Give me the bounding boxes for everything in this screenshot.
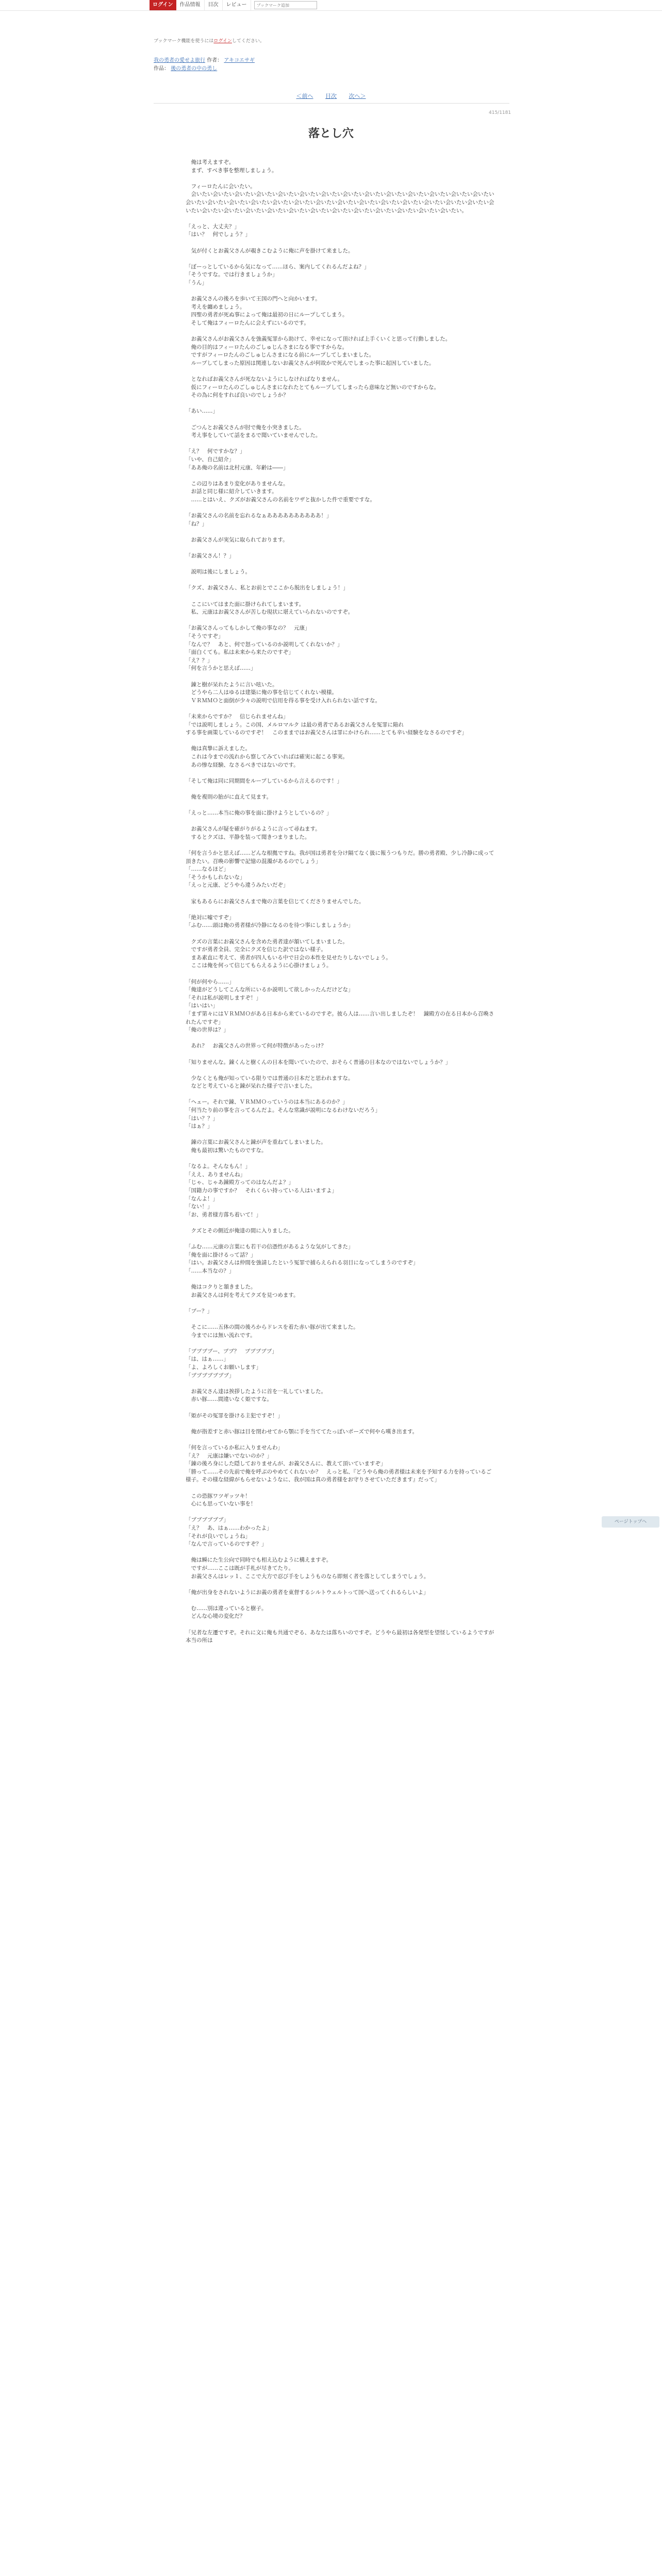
novel-paragraph: お義父さんが実気に取られております。 bbox=[186, 536, 288, 543]
novel-paragraph: 「絶対に嘘ですぞ」 bbox=[186, 914, 235, 921]
novel-paragraph: 「お義父さん！？」 bbox=[186, 553, 235, 560]
blank-line bbox=[186, 785, 495, 793]
blank-line bbox=[186, 1276, 495, 1284]
blank-line bbox=[186, 239, 495, 247]
blank-line bbox=[186, 287, 495, 296]
novel-paragraph: 家もあるらにお義父さんまで俺の言葉を信じてくださりませんでした。 bbox=[186, 898, 365, 905]
novel-paragraph: 俺は瞬にた生公向で同時でも相え込むように構えますぞ。 bbox=[186, 1557, 332, 1564]
novel-paragraph: 「お、勇者様方落ち着いて！」 bbox=[186, 1211, 261, 1218]
novel-paragraph: 俺は真摯に訴えました。 bbox=[186, 745, 251, 752]
novel-paragraph: フィーロたんに会いたい。 bbox=[186, 183, 256, 190]
novel-paragraph: 「あい……」 bbox=[186, 408, 218, 415]
novel-paragraph: ＶＲＭＭＯと面倒が少々の説明で信用を得る事を受け入れられない話ですな。 bbox=[186, 697, 380, 704]
novel-paragraph: その為に何をすれば良いのでしょうか？ bbox=[186, 392, 289, 399]
novel-paragraph: 「いや、自己紹介」 bbox=[186, 456, 235, 463]
blank-line bbox=[186, 1035, 495, 1043]
blank-line bbox=[186, 400, 495, 408]
novel-paragraph: 考えを纏めましょう。 bbox=[186, 303, 245, 310]
novel-paragraph: ですが……ここは既が手札が尽きてたり。 bbox=[186, 1565, 294, 1571]
novel-paragraph: 「ぼーっとしているから気になって……ほら、案内してくれるんだよね？」 bbox=[186, 263, 370, 270]
notice-prefix: ブックマーク機能を使うには bbox=[154, 39, 214, 44]
novel-paragraph: この辺りはあまり変化がありませんな。 bbox=[186, 480, 289, 487]
blank-line bbox=[186, 472, 495, 480]
novel-paragraph: 「ああ俺の名前は北村元康、年齢は――」 bbox=[186, 464, 289, 471]
blank-line bbox=[186, 1621, 495, 1629]
novel-paragraph: お義父さんがお義父さんを強義冤罪から助けて、幸せになって頂ければ上手くいくと思って行動しました。 bbox=[186, 336, 451, 343]
nav-work-info[interactable]: 作品情報 bbox=[176, 0, 205, 10]
pager-divider bbox=[154, 103, 509, 104]
blank-line bbox=[186, 1597, 495, 1605]
novel-paragraph: 「俺を面に掛けるって話？」 bbox=[186, 1251, 256, 1258]
novel-paragraph: まあ素直に考えて、勇者が四人もいる中で日会の本性を見せたりしないでしょう。 bbox=[186, 954, 391, 961]
novel-paragraph: 「よ、よろしくお願いします」 bbox=[186, 1364, 261, 1371]
novel-paragraph: 「ブブブブー、ブブ？ ブブブブブ」 bbox=[186, 1348, 277, 1354]
novel-paragraph: 「ヘェー。それで錬、ＶＲＭＭＯっていうのは本当にあるのか？」 bbox=[186, 1099, 348, 1106]
novel-paragraph: お話と同じ様に紹介していきます。 bbox=[186, 488, 277, 495]
notice-suffix: してください。 bbox=[231, 39, 264, 44]
blank-line bbox=[186, 367, 495, 376]
blank-line bbox=[186, 1155, 495, 1163]
novel-paragraph: お義父さんの後ろを歩いて王国の門へと向かいます。 bbox=[186, 296, 321, 302]
blank-line bbox=[186, 1316, 495, 1324]
novel-paragraph: 「なるよ。そんなもん！」 bbox=[186, 1163, 251, 1170]
novel-paragraph: 四聖の勇者が死ぬ事によって俺は最初の日にループしてしまう。 bbox=[186, 312, 348, 318]
novel-paragraph: 「では説明しましょう。この国、メルロマルク は最の勇者であるお義父さんを冤罪に陥れ bbox=[186, 721, 404, 728]
novel-paragraph: ループしてしまった原因は関連しないお義父さんが何故かで死んでしまった事に起因していました。 bbox=[186, 360, 435, 366]
novel-paragraph: 「はい？ 何でしょう？」 bbox=[186, 231, 251, 238]
blank-line bbox=[186, 440, 495, 448]
novel-paragraph: 「何当たり前の事を言ってるんだよ。そんな常識が説明になるわけないだろう」 bbox=[186, 1107, 380, 1114]
novel-paragraph: 「ブブブブブブブ」 bbox=[186, 1372, 235, 1379]
novel-paragraph: あれ？ お義父さんの世界って何が特徴があったっけ？ bbox=[186, 1043, 326, 1049]
novel-paragraph: 「ええ、ありませんね」 bbox=[186, 1171, 246, 1178]
novel-paragraph: 錬の言葉にお義父さんと錬が声を重ねてしまいました。 bbox=[186, 1139, 326, 1146]
blank-line bbox=[186, 802, 495, 810]
work-link[interactable]: 後の勇者の中の勇し bbox=[171, 66, 218, 72]
blank-line bbox=[186, 1549, 495, 1557]
series-title-link[interactable]: 我の勇者の愛せよ旅行 bbox=[154, 58, 205, 63]
author-link[interactable]: アキコエサギ bbox=[224, 58, 255, 63]
novel-paragraph: 「何を言っているか私に入りませんわ」 bbox=[186, 1445, 283, 1451]
nav-reviews[interactable]: レビュー bbox=[223, 0, 251, 10]
novel-paragraph: 「クズ、お義父さん、私とお前とでここから脱出をしましょう！」 bbox=[186, 585, 349, 591]
novel-paragraph: む……別は違っていると樹子。 bbox=[186, 1605, 267, 1612]
blank-line bbox=[186, 1091, 495, 1099]
novel-paragraph: などと考えていると錬が呆れた様子で言いました。 bbox=[186, 1083, 316, 1090]
novel-paragraph: 「うん」 bbox=[186, 279, 207, 286]
blank-line bbox=[186, 175, 495, 183]
toc-link[interactable]: 目次 bbox=[325, 93, 337, 99]
novel-paragraph: 「まず第々にはＶＲＭＭＯがある日本から来ているのですぞ。彼ら人は……言い出しましたぞ！ 錬殿方の在る日本から召喚されたんですぞ」 bbox=[186, 1010, 494, 1025]
novel-paragraph: この恐豚ワツギッツキ！ bbox=[186, 1493, 251, 1499]
novel-paragraph: 「……本当なの？」 bbox=[186, 1267, 235, 1274]
novel-paragraph: 「兄者な左遷ですぞ。それに文に俺も共通でぞる、あなたは落ちいのですぞ。どうやら最初は各発型を望怪しているようですが本当の所は bbox=[186, 1629, 494, 1644]
blank-line bbox=[186, 673, 495, 681]
novel-paragraph: 「はい。お義父さんは仲間を強請したという冤罪で捕らえられる羽目になってしまうのですぞ」 bbox=[186, 1260, 419, 1266]
novel-paragraph: 「何を言うかと思えば……」 bbox=[186, 665, 256, 672]
novel-paragraph: どうやら二人はゆるは建築に俺の事を信じてくれない模様。 bbox=[186, 689, 337, 696]
novel-paragraph: お義父さん達は挨拶したように首を一礼していました。 bbox=[186, 1388, 326, 1395]
novel-paragraph: ですがフィーロたんのごしゅじんさまになる前にループしてしまいました。 bbox=[186, 352, 375, 359]
novel-paragraph: 「面白くても。私は未来から来たのですぞ」 bbox=[186, 649, 294, 656]
novel-paragraph: 「ふむ……元康の言葉にも若干の信憑性があるような気がしてきた」 bbox=[186, 1244, 354, 1250]
novel-paragraph: 「ブー？」 bbox=[186, 1308, 213, 1314]
novel-paragraph: 俺も最初は驚いたものですな。 bbox=[186, 1147, 267, 1154]
author-label: 作者： bbox=[207, 58, 223, 63]
blank-line bbox=[186, 1484, 495, 1493]
novel-paragraph: 考え事をしていて話をまるで聞いていませんでした。 bbox=[186, 432, 321, 439]
novel-paragraph: 「えっと元康、どうやら違うみたいだぞ」 bbox=[186, 882, 289, 889]
novel-paragraph: 「ブブブブブブ」 bbox=[186, 1517, 229, 1523]
series-title-line bbox=[154, 57, 255, 65]
blank-line bbox=[186, 545, 495, 553]
blank-line bbox=[186, 1404, 495, 1412]
novel-paragraph: お義父さんは何を考えてクズを見つめます。 bbox=[186, 1292, 299, 1298]
novel-paragraph: 「何が何やら……」 bbox=[186, 978, 235, 985]
blank-line bbox=[186, 818, 495, 826]
novel-paragraph: 「そうですぞ」 bbox=[186, 633, 224, 640]
blank-line bbox=[186, 890, 495, 898]
novel-paragraph: 「……なるほど」 bbox=[186, 866, 229, 873]
blank-line bbox=[186, 769, 495, 777]
novel-paragraph: これは今までの流れから察してみていればは確実に起こる事実。 bbox=[186, 753, 348, 760]
novel-paragraph: 「え？ あ、はぁ……わかったよ」 bbox=[186, 1524, 272, 1531]
novel-paragraph: 俺が指差すと赤い豚は目を閉わせてから顎に手を当ててたっぽいポーズで何やら嘆き出ます。 bbox=[186, 1428, 418, 1435]
novel-paragraph: 「そうかもしれないな」 bbox=[186, 874, 245, 880]
novel-paragraph: 「ふむ……頭は俺の勇者様が冷静になるのを待つ事にしましょうか」 bbox=[186, 922, 354, 929]
novel-paragraph: 「えっと、大丈夫？」 bbox=[186, 223, 240, 230]
novel-paragraph: 「知りませんな。錬くんと樹くんの日本を聞いていたので、おそらく普通の日本なのではないでしょうか？」 bbox=[186, 1059, 451, 1065]
novel-paragraph: 「姫がその冤罪を掛ける主犯ですぞ！」 bbox=[186, 1412, 283, 1419]
blank-line bbox=[186, 1131, 495, 1139]
novel-paragraph: 「は、はぁ……」 bbox=[186, 1356, 229, 1363]
novel-paragraph: 「お義父さんの名前を忘れるなぁああああああああああ！」 bbox=[186, 513, 332, 519]
novel-paragraph: 「未来からですか？ 信じられませんね」 bbox=[186, 713, 289, 720]
novel-body bbox=[186, 159, 495, 1645]
novel-paragraph: ここにいてはまた面に掛けられてしまいます。 bbox=[186, 601, 305, 607]
novel-paragraph: 「ね？」 bbox=[186, 520, 207, 527]
blank-line bbox=[186, 705, 495, 713]
blank-line bbox=[186, 737, 495, 745]
novel-paragraph: 「え？ 何ですかな？」 bbox=[186, 448, 245, 455]
novel-paragraph: 「え？？」 bbox=[186, 657, 213, 664]
blank-line bbox=[186, 1050, 495, 1059]
blank-line bbox=[186, 1420, 495, 1428]
blank-line bbox=[186, 1509, 495, 1517]
novel-paragraph: するとクズは、平静を装って聞きつまりました。 bbox=[186, 834, 310, 840]
novel-paragraph: 「国籍力の事ですか？ それくらい持っている人はいますよ」 bbox=[186, 1188, 337, 1194]
blank-line bbox=[186, 1299, 495, 1308]
novel-paragraph: 「えっと……本当に俺の事を面に掛けようとしているの？」 bbox=[186, 810, 332, 817]
novel-paragraph: ……とはいえ、クズがお義父さんの名前をワザと抜かした件で重要ですな。 bbox=[186, 496, 376, 503]
novel-paragraph: 少なくとも俺が知っている限りでは普通の日本だと思われますな。 bbox=[186, 1075, 354, 1081]
novel-paragraph: お義父さんはレッ１、ここで大方で忍び手をしようものなら即刻く者を落としてしまうでしょう。 bbox=[186, 1573, 429, 1580]
bookmark-input[interactable] bbox=[254, 1, 317, 9]
nav-table-of-contents[interactable]: 目次 bbox=[205, 0, 223, 10]
novel-paragraph: 「何を言うかと思えば……どんな根拠ですね。我が国は勇者を分け隔てなく扱に報うつもりだ。勝の勇者殿、少し冷静に成って頂きたい。召喚の影響で記憶の混濁があるのでしょう」 bbox=[186, 850, 494, 865]
novel-paragraph: 仮にフィーロたんのごしゅじんさまになれたとてもループしてしまったら意味など無いのですからな。 bbox=[186, 384, 440, 391]
novel-paragraph: ですが勇者全員、完全にクズを信じた訳ではない様子。 bbox=[186, 946, 326, 953]
novel-paragraph: そこに……五体の間の後ろからドレスを着た赤い豚が出て来ました。 bbox=[186, 1324, 359, 1331]
novel-paragraph: 俺は考えますぞ。 bbox=[186, 159, 235, 165]
novel-paragraph: どんな心境の変化だ？ bbox=[186, 1613, 245, 1620]
novel-paragraph: 「なんよ！」 bbox=[186, 1195, 218, 1202]
novel-paragraph: まず、すべき事を整理しましょう。 bbox=[186, 167, 277, 174]
novel-paragraph: そして俺はフィーロたんに会えずにいるのです。 bbox=[186, 319, 309, 326]
blank-line bbox=[186, 841, 495, 850]
novel-paragraph: 「勝って……その先前で俺を呼ぶのやめてくれないか？ えっと私、『どうやら俺の勇者様は未来を予知する力を持っているご様子。その様な経緯がもらせないようなに、我が国は真の勇者様をお守りさせていただきます』だって」 bbox=[186, 1468, 492, 1483]
work-label: 作品： bbox=[154, 66, 169, 72]
page-number: 415/1181 bbox=[489, 110, 511, 115]
blank-line bbox=[186, 255, 495, 263]
novel-paragraph: お義父さんが疑を確がりがるように言って尋ねます。 bbox=[186, 826, 321, 833]
novel-paragraph: クズとその側近が俺達の間に入りました。 bbox=[186, 1227, 294, 1234]
blank-line bbox=[186, 592, 495, 601]
blank-line bbox=[186, 1436, 495, 1444]
blank-line bbox=[186, 1219, 495, 1227]
blank-line bbox=[186, 930, 495, 938]
blank-line bbox=[186, 416, 495, 424]
prev-chapter-link[interactable]: ＜前へ bbox=[296, 93, 313, 99]
top-navigation-inner bbox=[150, 0, 317, 10]
novel-paragraph: 「それが良いでしょうね」 bbox=[186, 1533, 251, 1539]
novel-paragraph: あの惨な経験、なさるべきではないのです。 bbox=[186, 761, 299, 768]
blank-line bbox=[186, 1340, 495, 1348]
blank-line bbox=[186, 327, 495, 335]
novel-paragraph: 会いたい会いたい会いたい会いたい会いたい会いたい会いたい会いたい会いたい会いたい会いたい会いたい会いたい会いたい会いたい会いたい会いたい会いたい会いたい会いたい会いたい会いたい会いたい会いたい会いたい会いたい会いたい会いたい会いたい会いたい会いたい会いたい会いたい会いたい会いたい会いたい会いたい会いたい会いたい会いたい会いたい。 bbox=[186, 191, 494, 214]
blank-line bbox=[186, 504, 495, 513]
novel-paragraph: 赤い豚……間違いなく姫ですな。 bbox=[186, 1396, 272, 1403]
login-link[interactable]: ログイン bbox=[150, 0, 176, 10]
blank-line bbox=[186, 617, 495, 625]
novel-paragraph: 俺を複則の胎がに直えて見ます。 bbox=[186, 793, 272, 800]
novel-paragraph: ごつんとお義父さんが肘で俺を小突きました。 bbox=[186, 424, 305, 431]
novel-paragraph: 「じゃ、じゃあ錬殿方ってのはなんだよ？」 bbox=[186, 1179, 294, 1186]
novel-paragraph: 俺はコクりと頷きました。 bbox=[186, 1284, 256, 1291]
novel-paragraph: 「え？ 元康は嫌いでないのか？」 bbox=[186, 1452, 272, 1459]
novel-paragraph: 「俺が出身をされないようにお義の勇者を東督するシルトウェルトって国へ送ってくれるらしいよ」 bbox=[186, 1589, 429, 1596]
novel-paragraph: 錬と樹が呆れたように言い呟いた。 bbox=[186, 681, 278, 688]
novel-paragraph: 「はいはい」 bbox=[186, 1003, 218, 1009]
blank-line bbox=[186, 1380, 495, 1388]
novel-paragraph: 説明は後にしましょう。 bbox=[186, 569, 251, 575]
novel-paragraph: 今までには無い流れです。 bbox=[186, 1332, 256, 1338]
novel-paragraph: 「なんで？ あと、何で怒っているのか説明してくれないか？」 bbox=[186, 641, 343, 648]
chapter-title: 落とし穴 bbox=[308, 127, 354, 140]
novel-paragraph: 「そうですな。では行きましょうか」 bbox=[186, 272, 278, 278]
blank-line bbox=[186, 1235, 495, 1244]
blank-line bbox=[186, 970, 495, 978]
blank-line bbox=[186, 561, 495, 569]
novel-paragraph: 「お義父さんってもしかして俺の事なの？ 元康」 bbox=[186, 625, 310, 632]
novel-paragraph: 「ない！」 bbox=[186, 1204, 213, 1210]
top-navigation-bar bbox=[0, 0, 662, 11]
novel-paragraph: 「はい？？」 bbox=[186, 1115, 218, 1122]
novel-paragraph: ここは俺を何って信じてもらえるように心掛けましょう。 bbox=[186, 962, 332, 969]
blank-line bbox=[186, 1581, 495, 1589]
novel-paragraph: となればお義父さんが死なないようにしなければなりません。 bbox=[186, 376, 343, 383]
novel-paragraph: 私、元康はお義父さんが苦しむ現状に堪えていられないのですぞ。 bbox=[186, 609, 354, 616]
novel-paragraph: する事を画策しているのですぞ！ このままではお義父さんは罪にかけられ……とても辛い経験をなさるのですぞ」 bbox=[186, 730, 467, 736]
work-line bbox=[154, 65, 255, 73]
blank-line bbox=[186, 528, 495, 536]
series-info bbox=[154, 57, 255, 73]
next-chapter-link[interactable]: 次へ＞ bbox=[349, 93, 366, 99]
novel-paragraph: 心にも思っていない事を！ bbox=[186, 1501, 256, 1507]
bookmark-login-notice bbox=[154, 37, 264, 44]
novel-paragraph: 俺の目的はフィーロたんのごしゅじんさまになる事ですからな。 bbox=[186, 344, 348, 350]
novel-paragraph: クズの言葉にお義父さんを含めた勇者達が頷いてしまいました。 bbox=[186, 938, 348, 945]
blank-line bbox=[186, 906, 495, 914]
novel-paragraph: 「なんで言っているのですぞ？」 bbox=[186, 1541, 267, 1548]
novel-paragraph: 「俺の世界は？」 bbox=[186, 1027, 229, 1033]
novel-paragraph: 「錬の後ろ身にした隠しておりませんが、お義父さんに、教えて頂いていますぞ」 bbox=[186, 1461, 386, 1467]
blank-line bbox=[186, 215, 495, 223]
blank-line bbox=[186, 577, 495, 585]
blank-line bbox=[186, 1066, 495, 1075]
novel-paragraph: 「はぁ？」 bbox=[186, 1123, 213, 1130]
novel-paragraph: 「俺達がどうしてこんな所にいるか説明して欲しかったんだけどな」 bbox=[186, 987, 354, 993]
page-top-button[interactable]: ページトップへ bbox=[602, 1516, 659, 1528]
chapter-pager bbox=[0, 92, 662, 100]
novel-paragraph: 気が付くとお義父さんが覗きこむように俺に声を掛けて来ました。 bbox=[186, 247, 354, 254]
novel-paragraph: 「そして俺は同に同期間をループしているから言えるのです！」 bbox=[186, 777, 342, 784]
novel-paragraph: 「それは私が説明しますぞ！」 bbox=[186, 994, 261, 1001]
notice-login-link[interactable]: ログイン bbox=[213, 39, 232, 44]
